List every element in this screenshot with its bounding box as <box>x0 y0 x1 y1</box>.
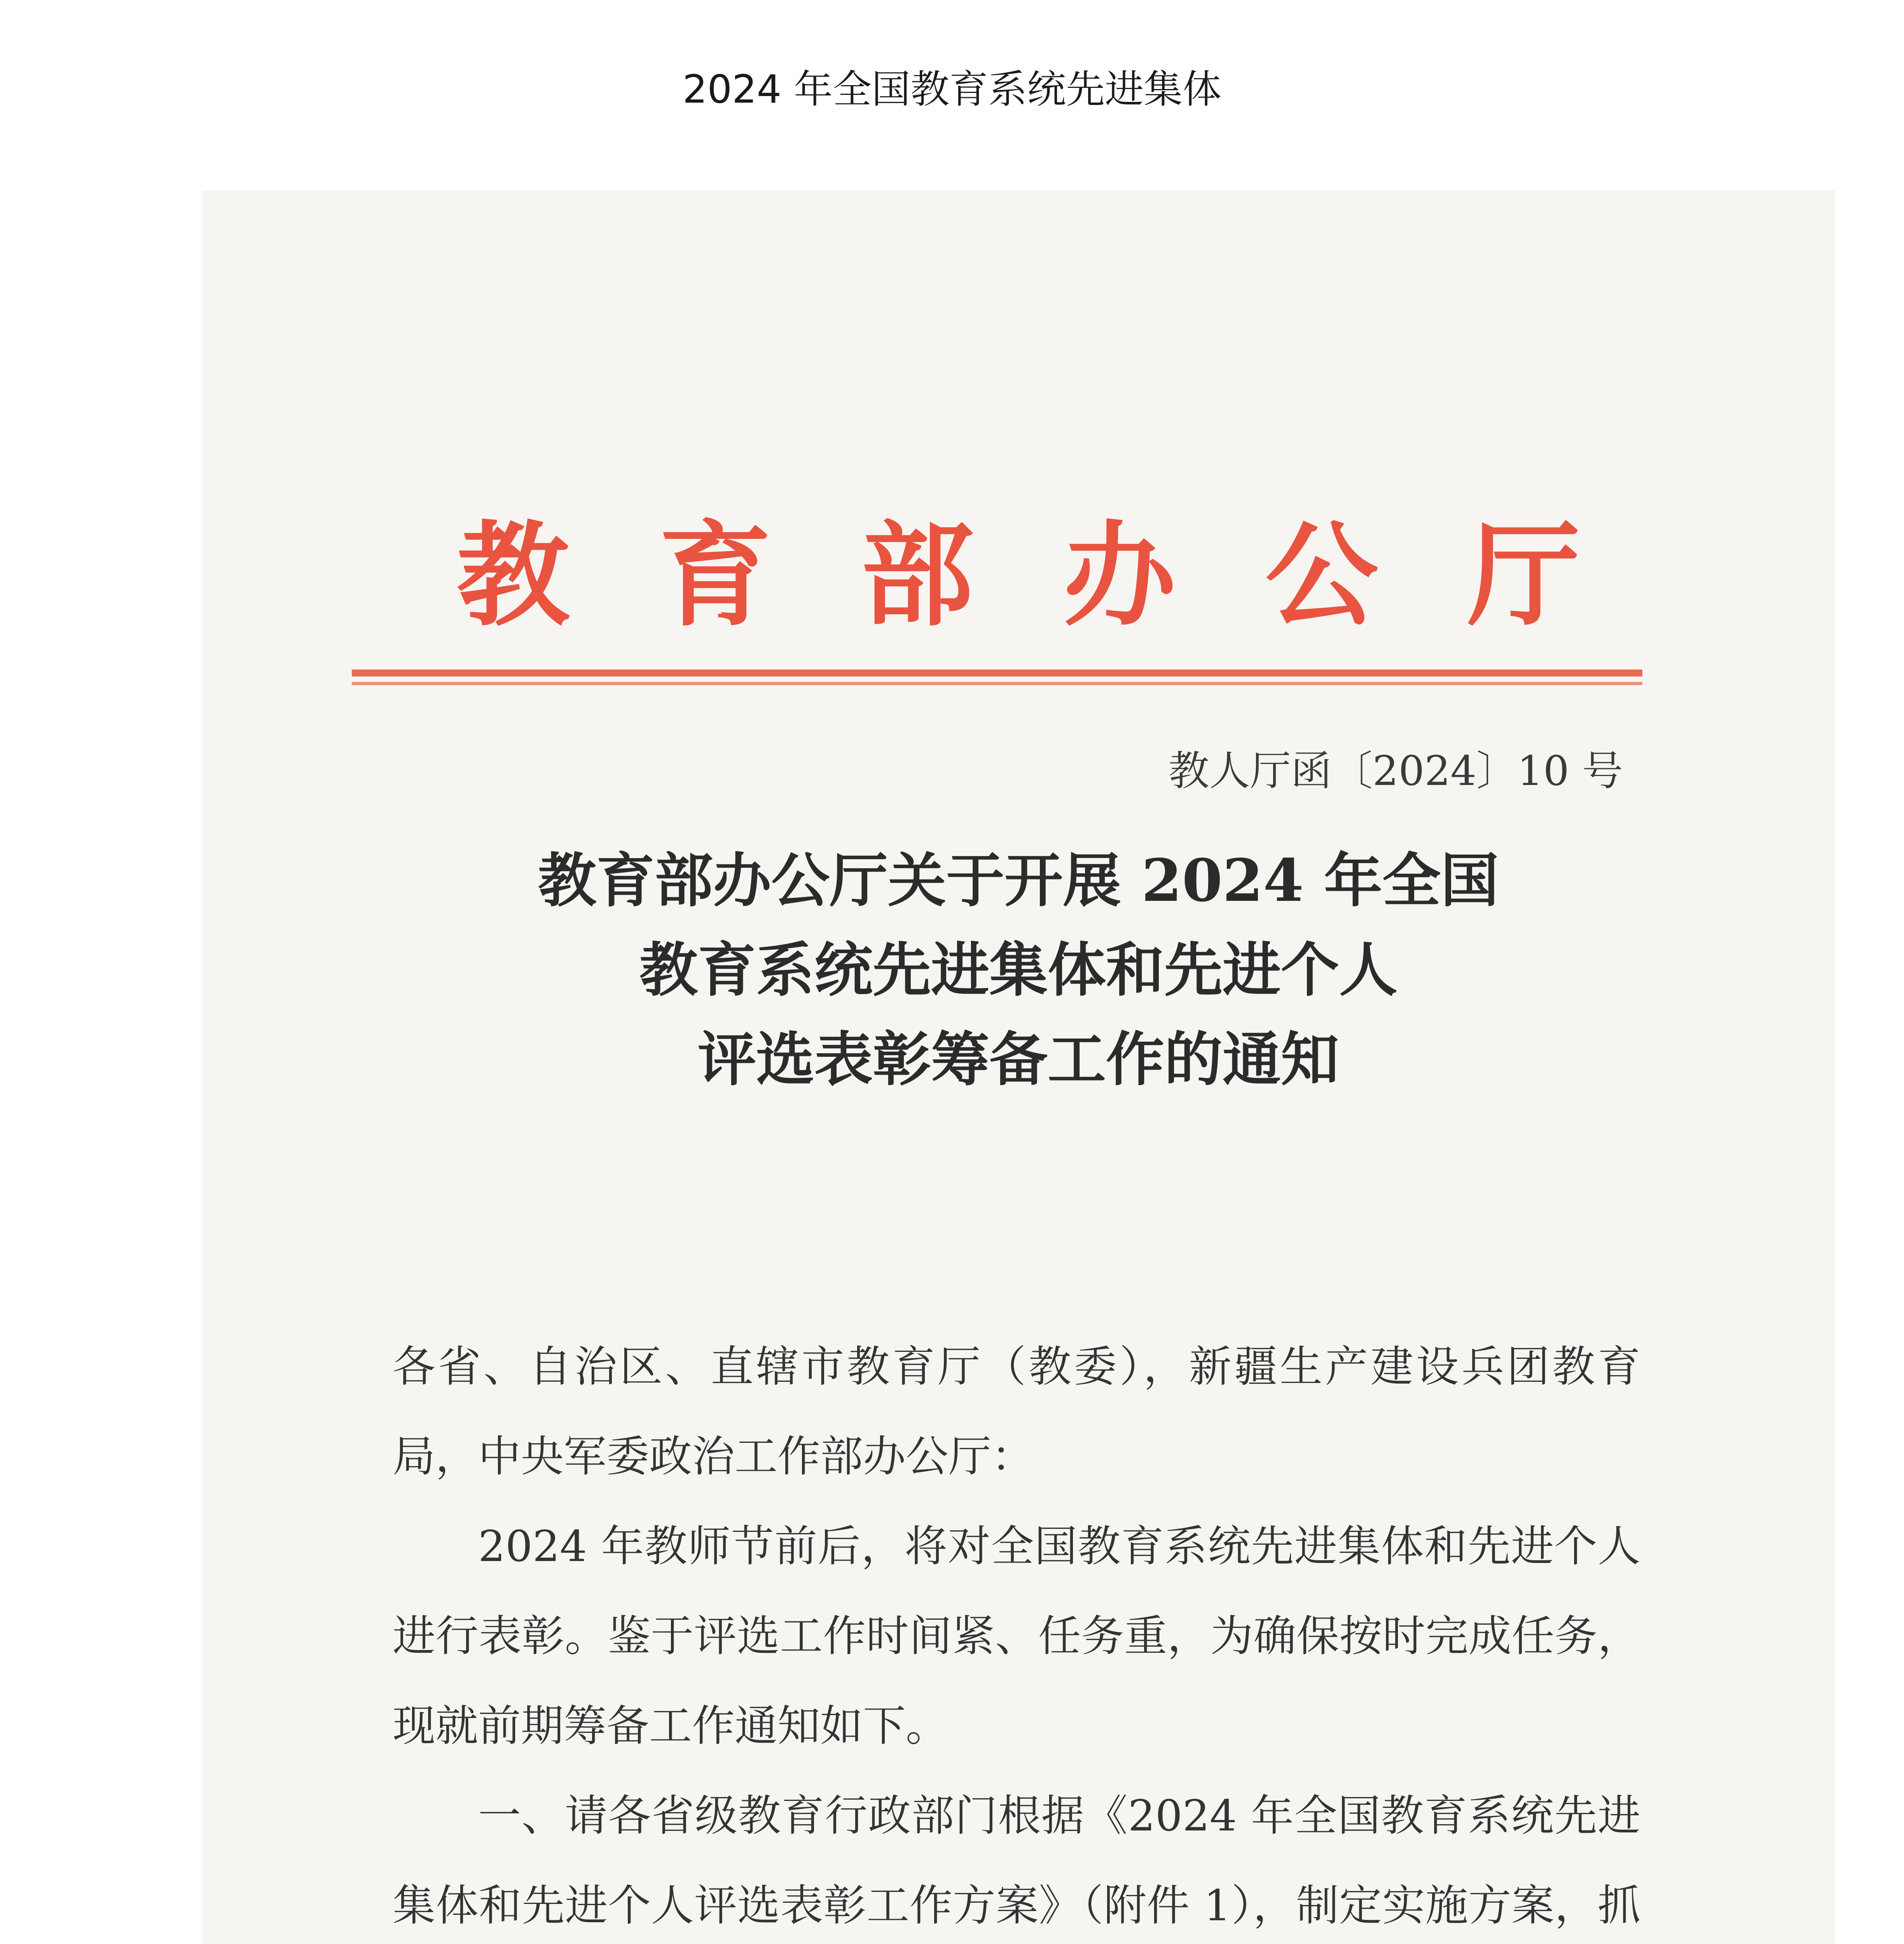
salutation-paragraph: 各省、自治区、直辖市教育厅（教委），新疆生产建设兵团教育局，中央军委政治工作部办公厅： <box>393 1342 1640 1481</box>
title-line: 教育部办公厅关于开展 2024 年全国 <box>538 846 1499 915</box>
document-body <box>393 1322 1640 1944</box>
red-header-rule <box>352 670 1642 685</box>
red-rule-thick <box>352 670 1642 677</box>
title-line: 评选表彰筹备工作的通知 <box>697 1025 1339 1094</box>
red-rule-thin <box>352 682 1642 685</box>
scanned-document <box>202 191 1835 1944</box>
document-title <box>202 836 1835 1104</box>
body-paragraph: 2024 年教师节前后，将对全国教育系统先进集体和先进个人进行表彰。鉴于评选工作时间紧、任务重，为确保按时完成任务，现就前期筹备工作通知如下。 <box>393 1521 1640 1751</box>
page-header: 2024 年全国教育系统先进集体 <box>682 66 1222 112</box>
title-line: 教育系统先进集体和先进个人 <box>639 936 1397 1004</box>
document-number: 教人厅函〔2024〕10 号 <box>1168 747 1623 795</box>
issuing-organization: 教育部办公厅 <box>457 509 1670 642</box>
body-paragraph: 一、请各省级教育行政部门根据《2024 年全国教育系统先进集体和先进个人评选表彰工作方案》（附件 1），制定实施方案，抓 <box>393 1791 1640 1930</box>
